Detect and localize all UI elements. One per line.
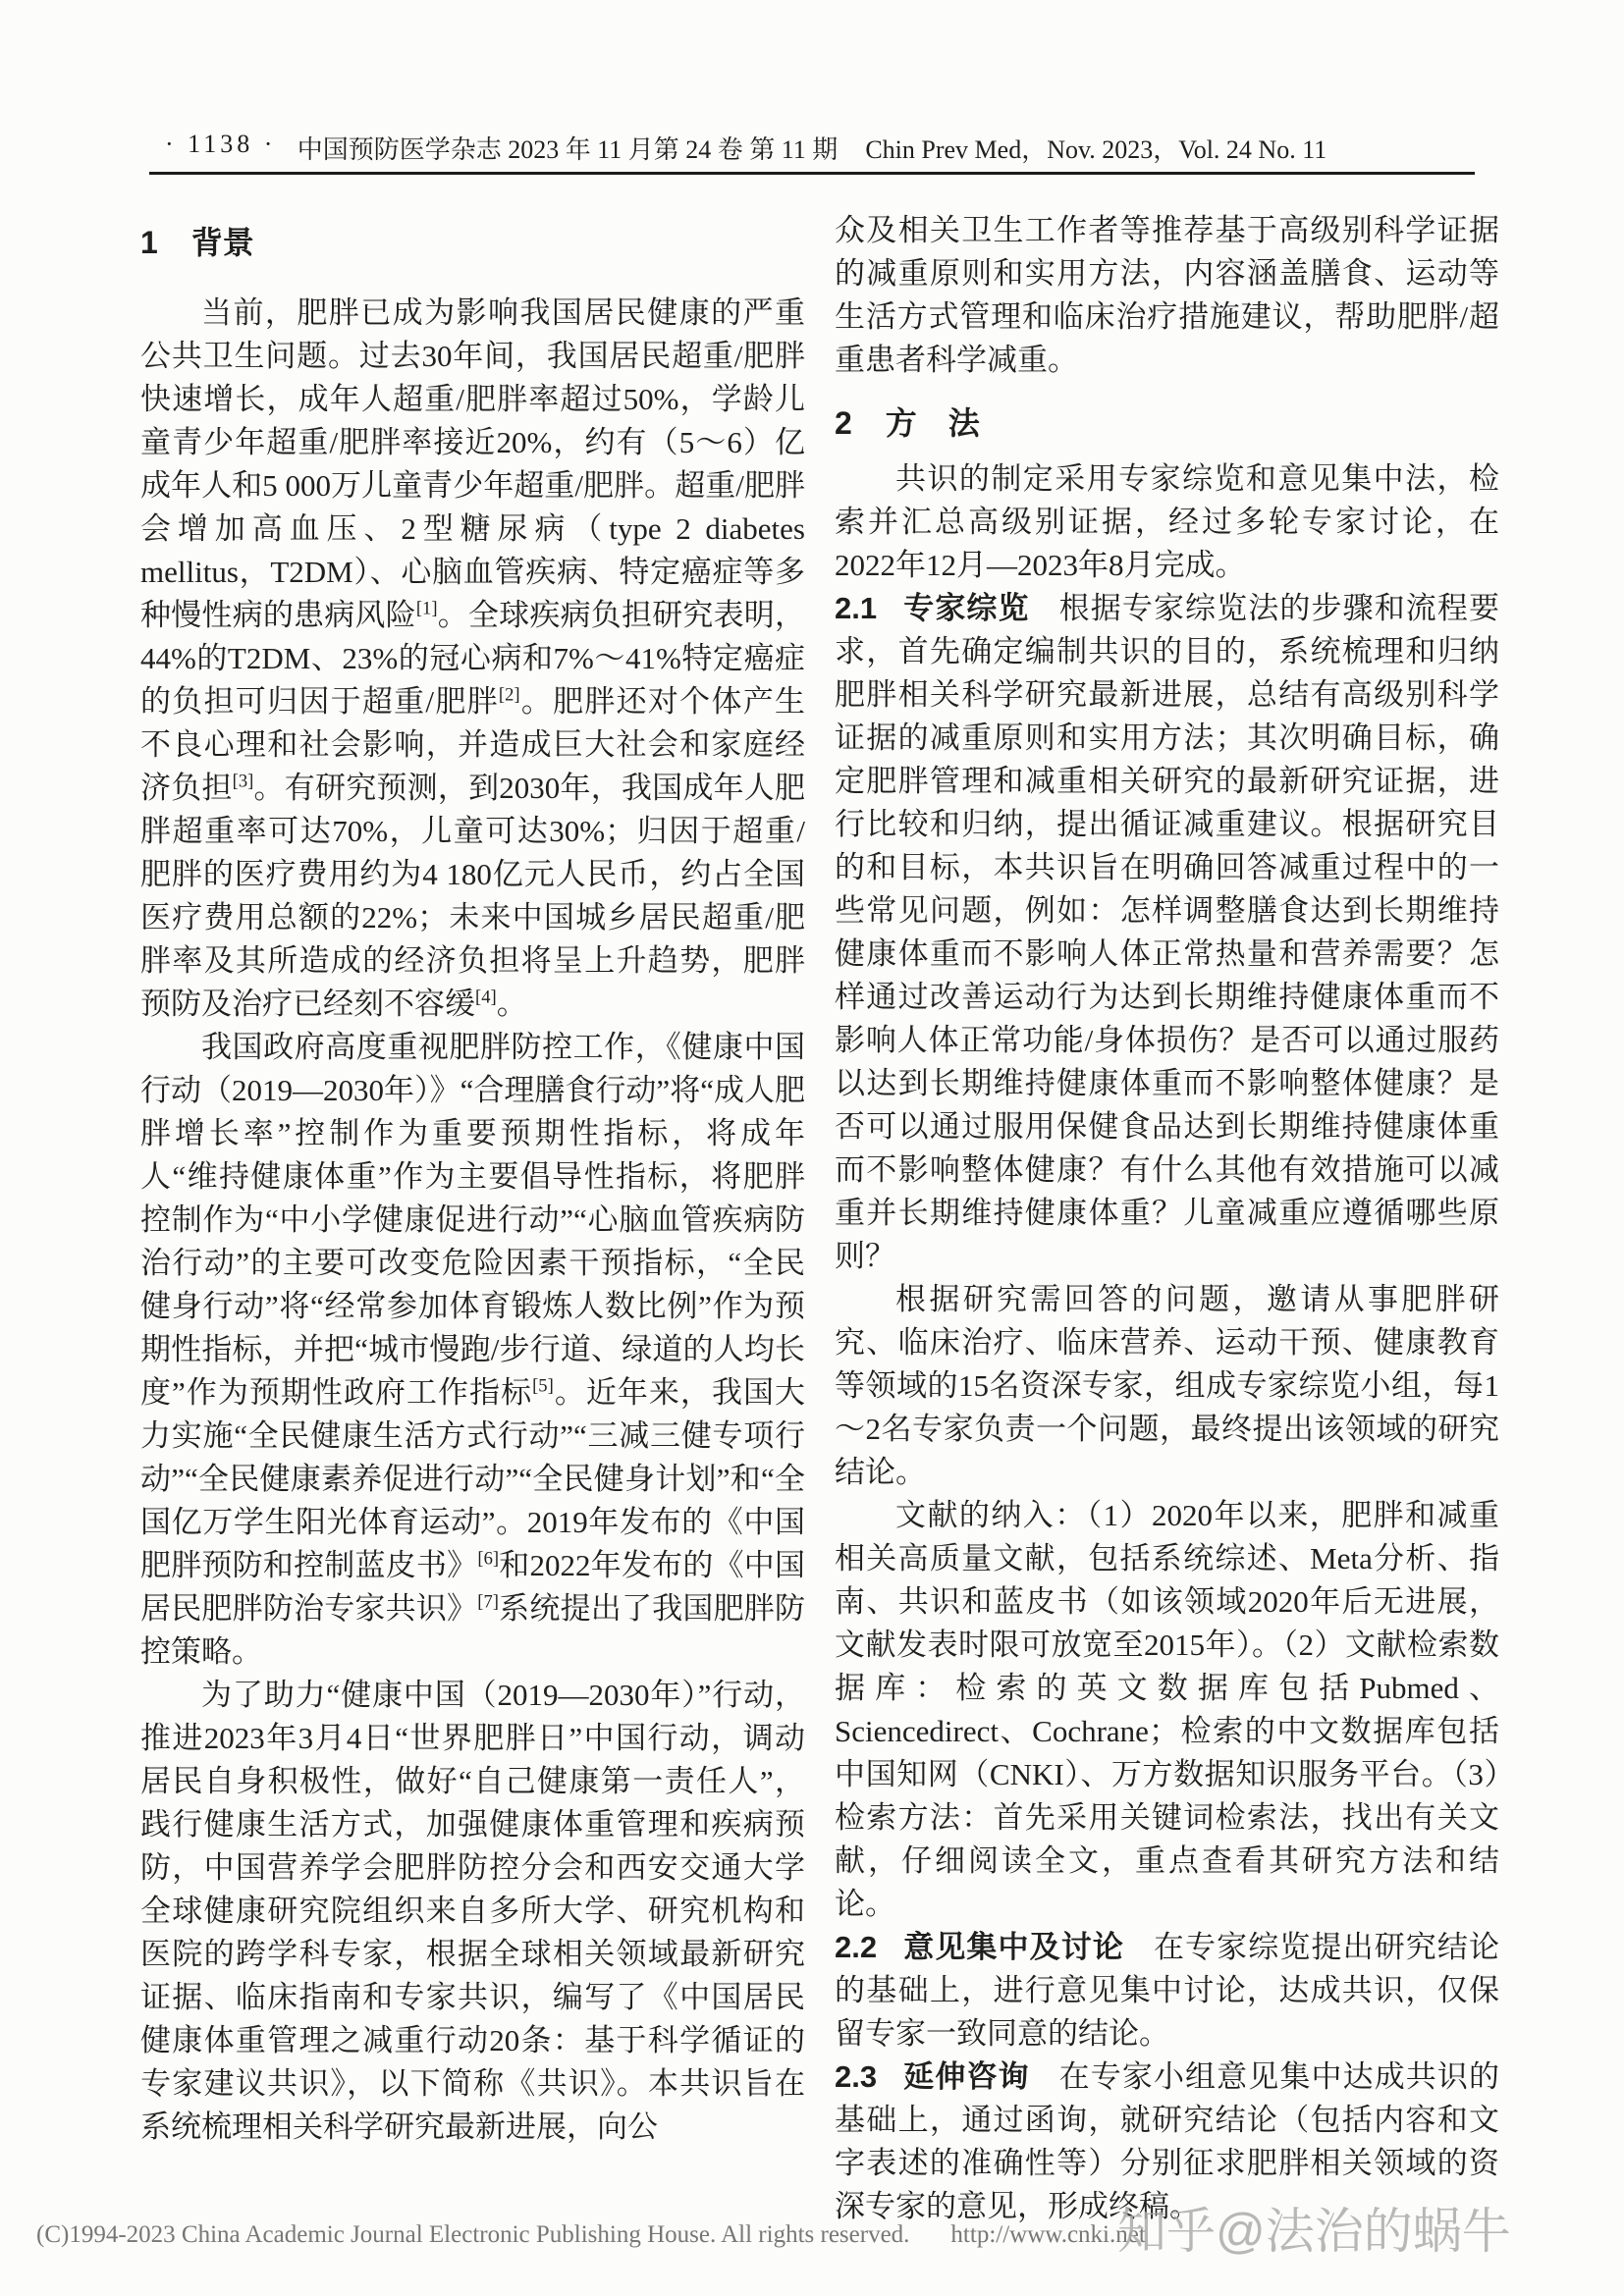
section-number: 1 [140,225,158,260]
subsection-title: 延伸咨询 [902,2059,1030,2094]
right-column [835,209,1499,2228]
section-heading-background [140,221,805,265]
header-rule [149,172,1475,175]
left-column [140,209,805,2228]
section-title: 方 法 [885,405,980,441]
background-paragraph-3: 为了助力“健康中国（2019—2030年）”行动，推进2023年3月4日“世界肥胖日”中国行动，调动居民自身积极性，做好“自己健康第一责任人”，践行健康生活方式，加强健康体重管理和疾病预防，中国营养学会肥胖防控分会和西安交通大学全球健康研究院组织来自多所大学、研究机构和医院的跨学科专家，根据全球相关领域最新研究证据、临床指南和专家共识，编写了《中国居民健康体重管理之减重行动20条：基于科学循证的专家建议共识》，以下简称《共识》。本共识旨在系统梳理相关科学研究最新进展，向公 [140,1678,805,2144]
footer-url: http://www.cnki.net [950,2221,1146,2248]
watermark-text: 知乎@法治的蜗牛 [1117,2204,1511,2259]
subsection-number: 2.1 [835,591,878,625]
subsection-text: 在专家小组意见集中达成共识的基础上，通过函询，就研究结论（包括内容和文字表述的准确性等）分别征求肥胖相关领域的资深专家的意见，形成终稿。 [835,2059,1500,2223]
article-columns [140,209,1499,2228]
section-title: 背景 [190,225,254,260]
section-heading-methods [835,401,1499,446]
subsection-2-2 [835,1926,1499,2056]
journal-title-cn: 中国预防医学杂志 2023 年 11 月第 24 卷 第 11 期 [297,135,839,164]
subsection-number: 2.3 [835,2059,878,2094]
subsection-title: 专家综览 [902,591,1030,625]
page-header [0,126,1624,167]
subsection-title: 意见集中及讨论 [902,1930,1124,1964]
subsection-2-3 [835,2056,1499,2228]
page-footer [36,2221,1146,2249]
page-number: · 1138 · [165,130,277,158]
methods-experts-paragraph: 根据研究需回答的问题，邀请从事肥胖研究、临床治疗、临床营养、运动干预、健康教育等领域的15名资深专家，组成专家综览小组，每1～2名专家负责一个问题，最终提出该领域的研究结论。 [835,1282,1499,1489]
background-paragraph-3-continued: 众及相关卫生工作者等推荐基于高级别科学证据的减重原则和实用方法，内容涵盖膳食、运动等生活方式管理和临床治疗措施建议，帮助肥胖/超重患者科学减重。 [835,213,1499,377]
methods-literature-paragraph: 文献的纳入：（1）2020年以来，肥胖和减重相关高质量文献，包括系统综述、Meta分析、指南、共识和蓝皮书（如该领域2020年后无进展，文献发表时限可放宽至2015年）。（2）文献检索数据库：检索的英文数据库包括Pubmed、Sciencedirect、Cochrane；检索的中文数据库包括中国知网（CNKI）、万方数据知识服务平台。（3）检索方法：首先采用关键词检索法，找出有关文献，仔细阅读全文，重点查看其研究方法和结论。 [835,1498,1499,1921]
copyright-text: (C)1994-2023 China Academic Journal Electronic Publishing House. All rights reserved. [36,2221,910,2248]
subsection-2-1 [835,587,1499,1278]
subsection-text: 在专家综览提出研究结论的基础上，进行意见集中讨论，达成共识，仅保留专家一致同意的结论。 [835,1930,1500,2051]
background-paragraph-1: 当前，肥胖已成为影响我国居民健康的严重公共卫生问题。过去30年间，我国居民超重/肥胖快速增长，成年人超重/肥胖率超过50%，学龄儿童青少年超重/肥胖率接近20%，约有（5～6）亿成年人和5 000万儿童青少年超重/肥胖。超重/肥胖会增加高血压、2型糖尿病（type 2 diabetes mellitus，T2DM）、心脑血管疾病、特定癌症等多种慢性病的患病风险[1]。全球疾病负担研究表明，44%的T2DM、23%的冠心病和7%～41%特定癌症的负担可归因于超重/肥胖[2]。肥胖还对个体产生不良心理和社会影响，并造成巨大社会和家庭经济负担[3]。有研究预测，到2030年，我国成年人肥胖超重率可达70%，儿童可达30%；归因于超重/肥胖的医疗费用约为4 180亿元人民币，约占全国医疗费用总额的22%；未来中国城乡居民超重/肥胖率及其所造成的经济负担将呈上升趋势，肥胖预防及治疗已经刻不容缓[4]。 [140,295,806,1021]
background-paragraph-2: 我国政府高度重视肥胖防控工作，《健康中国行动（2019—2030年）》“合理膳食行动”将“成人肥胖增长率”控制作为重要预期性指标，将成年人“维持健康体重”作为主要倡导性指标，将肥胖控制作为“中小学健康促进行动”“心脑血管疾病防治行动”的主要可改变危险因素干预指标，“全民健身行动”将“经常参加体育锻炼人数比例”作为预期性指标，并把“城市慢跑/步行道、绿道的人均长度”作为预期性政府工作指标[5]。近年来，我国大力实施“全民健康生活方式行动”“三减三健专项行动”“全民健康素养促进行动”“全民健身计划”和“全国亿万学生阳光体育运动”。2019年发布的《中国肥胖预防和控制蓝皮书》[6]和2022年发布的《中国居民肥胖防治专家共识》[7]系统提出了我国肥胖防控策略。 [140,1030,806,1669]
subsection-number: 2.2 [835,1930,878,1964]
subsection-text: 根据专家综览法的步骤和流程要求，首先确定编制共识的目的，系统梳理和归纳肥胖相关科学研究最新进展，总结有高级别科学证据的减重原则和实用方法；其次明确目标，确定肥胖管理和减重相关研究的最新研究证据，进行比较和归纳，提出循证减重建议。根据研究目的和目标，本共识旨在明确回答减重过程中的一些常见问题，例如：怎样调整膳食达到长期维持健康体重而不影响人体正常热量和营养需要？怎样通过改善运动行为达到长期维持健康体重而不影响人体正常功能/身体损伤？是否可以通过服药以达到长期维持健康体重而不影响整体健康？是否可以通过服用保健食品达到长期维持健康体重而不影响整体健康？有什么其他有效措施可以减重并长期维持健康体重？儿童减重应遵循哪些原则？ [835,591,1500,1273]
section-number: 2 [835,405,852,441]
journal-title-en: Chin Prev Med，Nov. 2023，Vol. 24 No. 11 [865,135,1327,164]
methods-intro-paragraph: 共识的制定采用专家综览和意见集中法，检索并汇总高级别证据，经过多轮专家讨论，在2022年12月—2023年8月完成。 [835,461,1499,582]
